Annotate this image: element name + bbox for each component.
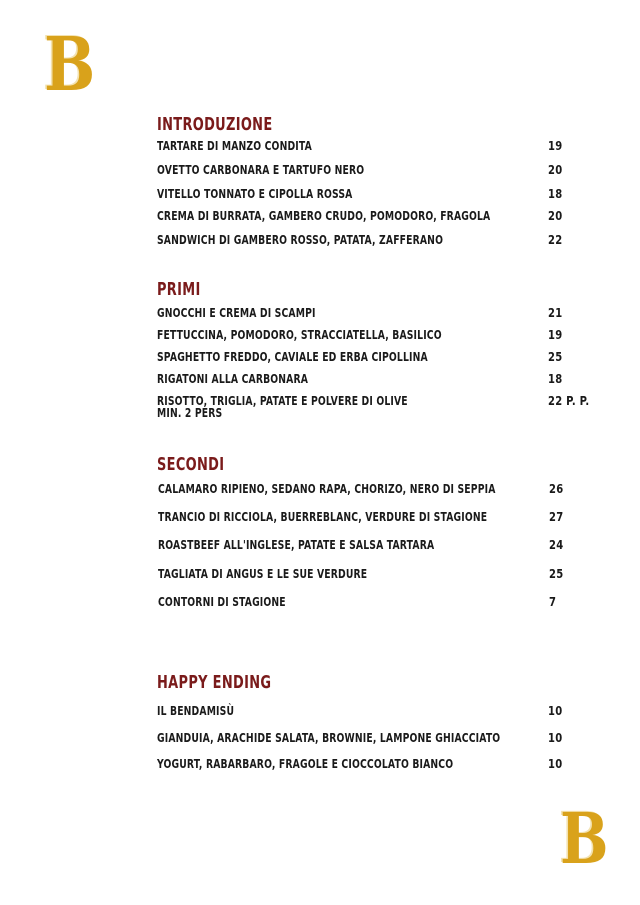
item-price: 18	[548, 371, 563, 386]
item-name: SPAGHETTO FREDDO, CAVIALE ED ERBA CIPOLLINA	[157, 349, 428, 364]
item-name: YOGURT, RABARBARO, FRAGOLE E CIOCCOLATO BIANCO	[157, 756, 454, 771]
item-price: 25	[548, 349, 563, 364]
logo-top: B	[44, 22, 96, 108]
item-name: CALAMARO RIPIENO, SEDANO RAPA, CHORIZO, NERO DI SEPPIA	[158, 481, 496, 496]
item-price: 22	[548, 232, 563, 247]
item-note: MIN. 2 PERS	[157, 405, 223, 420]
section-title: PRIMI	[157, 279, 201, 300]
menu-item	[157, 328, 587, 346]
menu-item	[157, 704, 587, 722]
menu-item	[157, 306, 587, 324]
item-name: ROASTBEEF ALL'INGLESE, PATATE E SALSA TARTARA	[158, 537, 435, 552]
item-name: OVETTO CARBONARA E TARTUFO NERO	[157, 162, 365, 177]
menu-item	[158, 595, 588, 613]
section-title: INTRODUZIONE	[157, 114, 273, 135]
menu-item	[157, 163, 587, 181]
item-price: 20	[548, 162, 563, 177]
item-name: SANDWICH DI GAMBERO ROSSO, PATATA, ZAFFERANO	[157, 232, 444, 247]
item-price: 10	[548, 730, 563, 745]
item-name: TRANCIO DI RICCIOLA, BUERREBLANC, VERDURE DI STAGIONE	[158, 509, 488, 524]
menu-item	[157, 233, 587, 251]
item-name: GIANDUIA, ARACHIDE SALATA, BROWNIE, LAMPONE GHIACCIATO	[157, 730, 501, 745]
section-title: SECONDI	[157, 454, 225, 475]
item-name: GNOCCHI E CREMA DI SCAMPI	[157, 305, 316, 320]
menu-item	[157, 187, 587, 205]
logo-bottom: B	[560, 797, 609, 880]
menu-item	[158, 482, 588, 500]
item-price: 22 P. P.	[548, 393, 590, 408]
item-price: 25	[549, 566, 564, 581]
item-price: 19	[548, 327, 563, 342]
item-name: CONTORNI DI STAGIONE	[158, 594, 286, 609]
item-name: VITELLO TONNATO E CIPOLLA ROSSA	[157, 186, 353, 201]
menu-item	[157, 393, 590, 422]
menu-item	[158, 510, 588, 528]
item-price: 19	[548, 138, 563, 153]
menu-item	[157, 139, 587, 157]
item-price: 21	[548, 305, 563, 320]
section-title: HAPPY ENDING	[157, 672, 272, 693]
item-name: TAGLIATA DI ANGUS E LE SUE VERDURE	[158, 566, 368, 581]
item-price: 27	[549, 509, 564, 524]
menu-item	[158, 538, 588, 556]
item-price: 20	[548, 208, 563, 223]
item-name: TARTARE DI MANZO CONDITA	[157, 138, 312, 153]
item-price: 18	[548, 186, 563, 201]
menu-item	[157, 350, 587, 368]
item-name: RISOTTO, TRIGLIA, PATATE E POLVERE DI OLIVE	[157, 393, 408, 408]
item-name: CREMA DI BURRATA, GAMBERO CRUDO, POMODORO, FRAGOLA	[157, 208, 491, 223]
item-name: IL BENDAMISÙ	[157, 703, 235, 718]
item-price: 10	[548, 703, 563, 718]
item-price: 24	[549, 537, 564, 552]
menu-item	[158, 567, 588, 585]
item-name: RIGATONI ALLA CARBONARA	[157, 371, 309, 386]
menu-item	[157, 731, 587, 749]
item-price: 7	[549, 594, 557, 609]
item-name: FETTUCCINA, POMODORO, STRACCIATELLA, BASILICO	[157, 327, 442, 342]
item-price: 10	[548, 756, 563, 771]
menu-item	[157, 372, 587, 390]
menu-item	[157, 209, 587, 227]
menu-item	[157, 757, 587, 775]
item-price: 26	[549, 481, 564, 496]
